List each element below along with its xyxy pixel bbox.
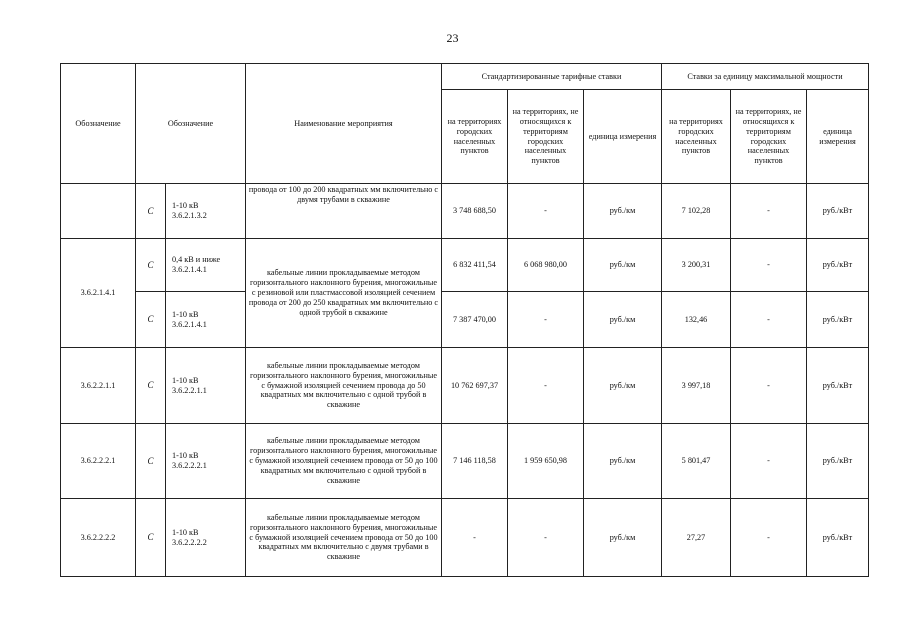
voltage-label: 1-10 кВ <box>172 201 199 211</box>
page-number: 23 <box>446 31 459 45</box>
pow-rural-cell: - <box>731 499 807 577</box>
header-std-unit: единица измерения <box>584 90 662 184</box>
pow-urban-cell: 3 997,18 <box>662 348 731 424</box>
std-urban-cell: 7 146 118,58 <box>442 424 508 499</box>
std-rural-cell: - <box>508 184 584 239</box>
table-row <box>61 292 869 348</box>
std-rural-cell: - <box>508 348 584 424</box>
header-designation-1: Обозначение <box>61 64 136 184</box>
category-cell: С <box>136 424 166 499</box>
pow-unit-cell: руб./кВт <box>807 239 869 292</box>
voltage-label: 0,4 кВ и ниже <box>172 255 221 265</box>
table-row <box>61 184 869 239</box>
header-unit-power-rates: Ставки за единицу максимальной мощности <box>662 64 869 90</box>
subcode-label: 3.6.2.1.4.1 <box>172 265 207 274</box>
pow-unit-cell: руб./кВт <box>807 499 869 577</box>
table-row <box>61 348 869 424</box>
measure-name-cell: кабельные линии прокладываемые методом горизонтального наклонного бурения, многожильные с бумажной изоляцией сечением провода от 50 до 100 квадратных мм включительно с одной трубой в скважине <box>246 424 442 499</box>
std-urban-cell: - <box>442 499 508 577</box>
std-rural-cell: 6 068 980,00 <box>508 239 584 292</box>
pow-urban-cell: 3 200,31 <box>662 239 731 292</box>
header-std-urban: на территориях городских населенных пунктов <box>442 90 508 184</box>
pow-rural-cell: - <box>731 184 807 239</box>
voltage-cell <box>166 184 246 239</box>
table-row <box>61 424 869 499</box>
pow-rural-cell: - <box>731 424 807 499</box>
std-urban-cell: 10 762 697,37 <box>442 348 508 424</box>
header-designation-2: Обозначение <box>136 64 246 184</box>
measure-name-cell: кабельные линии прокладываемые методом горизонтального наклонного бурения, многожильные с бумажной изоляцией сечением провода от 50 до 100 квадратных мм включительно с двумя трубами в скважине <box>246 499 442 577</box>
pow-urban-cell: 5 801,47 <box>662 424 731 499</box>
header-pow-rural: на территориях, не относящихся к территориям городских населенных пунктов <box>731 90 807 184</box>
std-urban-cell: 7 387 470,00 <box>442 292 508 348</box>
pow-urban-cell: 27,27 <box>662 499 731 577</box>
std-urban-cell: 3 748 688,50 <box>442 184 508 239</box>
std-rural-cell: - <box>508 499 584 577</box>
std-unit-cell: руб./км <box>584 292 662 348</box>
voltage-label: 1-10 кВ <box>172 527 199 537</box>
std-unit-cell: руб./км <box>584 499 662 577</box>
voltage-cell <box>166 499 246 577</box>
std-unit-cell: руб./км <box>584 184 662 239</box>
category-cell: С <box>136 348 166 424</box>
tariff-table <box>60 63 869 577</box>
code-cell: 3.6.2.2.2.2 <box>61 499 136 577</box>
category-cell: С <box>136 239 166 292</box>
header-pow-unit: единица измерения <box>807 90 869 184</box>
pow-urban-cell: 132,46 <box>662 292 731 348</box>
measure-name-cell: кабельные линии прокладываемые методом горизонтального наклонного бурения, многожильные с бумажной изоляцией сечением провода до 50 квадратных мм включительно с одной трубой в скважине <box>246 348 442 424</box>
category-cell: С <box>136 292 166 348</box>
pow-unit-cell: руб./кВт <box>807 348 869 424</box>
subcode-label: 3.6.2.2.1.1 <box>172 385 207 395</box>
table-row <box>61 239 869 292</box>
voltage-label: 1-10 кВ <box>172 309 199 319</box>
pow-rural-cell: - <box>731 292 807 348</box>
std-rural-cell: 1 959 650,98 <box>508 424 584 499</box>
subcode-label: 3.6.2.2.2.2 <box>172 537 207 547</box>
pow-rural-cell: - <box>731 348 807 424</box>
code-cell: 3.6.2.2.1.1 <box>61 348 136 424</box>
code-cell <box>61 184 136 239</box>
voltage-cell <box>166 239 246 292</box>
code-cell: 3.6.2.1.4.1 <box>61 239 136 348</box>
header-measure-name: Наименование мероприятия <box>246 64 442 184</box>
voltage-label: 1-10 кВ <box>172 451 199 461</box>
header-pow-urban: на территориях городских населенных пунктов <box>662 90 731 184</box>
measure-name-cell: кабельные линии прокладываемые методом горизонтального наклонного бурения, многожильные с резиновой или пластмассовой изоляцией сечением провода от 200 до 250 квадратных мм включительно с одной трубой в скважине <box>246 239 442 348</box>
pow-unit-cell: руб./кВт <box>807 424 869 499</box>
subcode-label: 3.6.2.1.3.2 <box>172 211 207 220</box>
header-std-rural: на территориях, не относящихся к территориям городских населенных пунктов <box>508 90 584 184</box>
std-unit-cell: руб./км <box>584 424 662 499</box>
std-unit-cell: руб./км <box>584 239 662 292</box>
subcode-label: 3.6.2.1.4.1 <box>172 319 207 329</box>
voltage-cell <box>166 424 246 499</box>
std-unit-cell: руб./км <box>584 348 662 424</box>
voltage-cell <box>166 348 246 424</box>
subcode-label: 3.6.2.2.2.1 <box>172 461 207 470</box>
header-standard-rates: Стандартизированные тарифные ставки <box>442 64 662 90</box>
pow-unit-cell: руб./кВт <box>807 184 869 239</box>
voltage-label: 1-10 кВ <box>172 375 199 385</box>
std-rural-cell: - <box>508 292 584 348</box>
pow-urban-cell: 7 102,28 <box>662 184 731 239</box>
voltage-cell <box>166 292 246 348</box>
code-cell: 3.6.2.2.2.1 <box>61 424 136 499</box>
std-urban-cell: 6 832 411,54 <box>442 239 508 292</box>
pow-rural-cell: - <box>731 239 807 292</box>
pow-unit-cell: руб./кВт <box>807 292 869 348</box>
category-cell: С <box>136 184 166 239</box>
table-row <box>61 499 869 577</box>
measure-name-cell: провода от 100 до 200 квадратных мм включительно с двумя трубами в скважине <box>246 184 442 239</box>
category-cell: С <box>136 499 166 577</box>
